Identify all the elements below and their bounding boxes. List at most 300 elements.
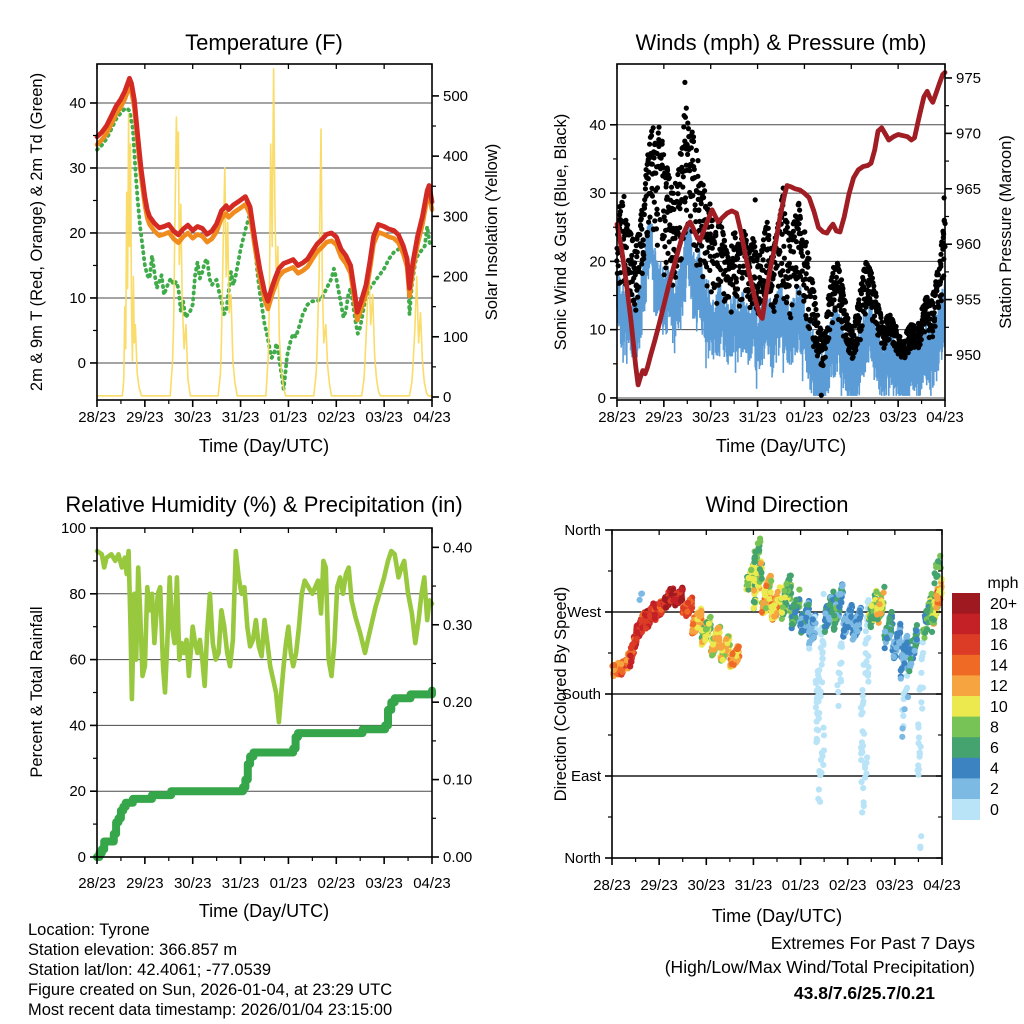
extremes-values: 43.8/7.6/25.7/0.21 — [793, 983, 935, 1003]
y-tick-label: North — [564, 522, 601, 539]
wind-dir-dot — [899, 734, 905, 740]
gust-dot — [844, 332, 849, 337]
gust-dot — [791, 229, 796, 234]
gust-dot — [784, 300, 789, 305]
colorbar-title: mph — [987, 575, 1019, 592]
wind-dir-dot — [748, 567, 754, 573]
wind-dir-dot — [768, 578, 774, 584]
wind-dir-dot — [830, 589, 836, 595]
gust-dot — [793, 265, 798, 270]
wind-dir-dot — [838, 678, 844, 684]
wind-dir-dot — [678, 598, 684, 604]
extremes-block — [665, 933, 976, 1003]
gust-dot — [654, 207, 659, 212]
gust-dot — [701, 182, 706, 187]
wind-dir-dot — [903, 688, 909, 694]
gust-dot — [791, 249, 796, 254]
gust-dot — [662, 234, 667, 239]
gust-dot — [808, 317, 813, 322]
gust-dot — [780, 268, 785, 273]
gust-dot — [685, 121, 690, 126]
y-tick-label: North — [564, 850, 601, 867]
gust-dot — [804, 271, 809, 276]
gust-dot — [632, 302, 637, 307]
gust-dot — [655, 212, 660, 217]
x-tick-label: 01/23 — [785, 409, 824, 426]
gust-dot — [660, 142, 665, 147]
wind-dir-dot — [862, 765, 868, 771]
gust-dot — [722, 238, 727, 243]
gust-dot — [839, 277, 844, 282]
gust-dot — [752, 239, 757, 244]
gust-dot — [699, 243, 704, 248]
gust-dot — [691, 134, 696, 139]
gust-dot — [777, 249, 782, 254]
wind-dir-dot — [758, 570, 764, 576]
colorbar-segment — [952, 614, 980, 635]
gust-dot — [823, 346, 828, 351]
gust-dot — [752, 244, 757, 249]
wind-dir-dot — [822, 610, 828, 616]
wind-dir-dot — [671, 596, 677, 602]
y-tick-label: South — [561, 686, 601, 703]
x-tick-label: 01/23 — [269, 409, 308, 426]
y-tick-label: 20 — [69, 224, 86, 242]
wind-dir-dot — [863, 760, 869, 766]
gust-dot — [640, 271, 645, 276]
x-tick-label: 02/23 — [317, 875, 356, 892]
gust-dot — [837, 269, 842, 274]
gust-dot — [671, 207, 676, 212]
gust-dot — [774, 294, 779, 299]
wind-dir-dot — [678, 586, 684, 592]
gust-dot — [696, 207, 701, 212]
gust-dot — [663, 218, 668, 223]
wind-dir-dot — [628, 645, 634, 651]
wind-dir-dot — [716, 625, 722, 631]
x-tick-label: 04/23 — [923, 877, 961, 894]
wind-dir-dot — [832, 621, 838, 627]
wind-dir-dot — [916, 734, 922, 740]
gust-dot — [782, 256, 787, 261]
wind-dir-dot — [729, 651, 735, 657]
dot — [621, 194, 626, 199]
wind-dir-dot — [849, 602, 855, 608]
wind-direction-plot-area — [562, 522, 961, 894]
gust-dot — [655, 243, 660, 248]
y-tick-label: 100 — [443, 328, 469, 346]
wind-dir-dot — [897, 621, 903, 627]
x-tick-label: 02/23 — [832, 409, 871, 426]
gust-dot — [932, 310, 937, 315]
x-tick-label: 30/23 — [173, 409, 212, 426]
gust-dot — [692, 167, 697, 172]
gust-dot — [818, 327, 823, 332]
wind-dir-dot — [813, 680, 819, 686]
y-tick-label: 80 — [69, 585, 86, 603]
x-tick-label: 01/23 — [781, 877, 820, 894]
gust-dot — [707, 201, 712, 206]
gust-dot — [939, 298, 944, 303]
wind-dir-dot — [891, 654, 897, 660]
gust-dot — [894, 328, 899, 333]
temperature-ylabel-right: Solar Insolation (Yellow) — [483, 143, 501, 321]
gust-dot — [695, 158, 700, 163]
gust-dot — [646, 176, 651, 181]
colorbar-label: 10 — [990, 698, 1008, 716]
winds-xlabel: Time (Day/UTC) — [715, 436, 847, 456]
colorbar-segment — [952, 696, 980, 717]
gust-dot — [933, 324, 938, 329]
gust-dot — [842, 308, 847, 313]
gust-dot — [701, 195, 706, 200]
panel-humidity-precip — [28, 492, 472, 921]
wind-dir-dot — [857, 615, 863, 621]
y-tick-label: 0 — [443, 388, 452, 406]
gust-dot — [651, 125, 656, 130]
gust-dot — [772, 272, 777, 277]
wind-dir-dot — [881, 584, 887, 590]
colorbar-segment — [952, 799, 980, 820]
gust-dot — [930, 334, 935, 339]
gust-dot — [868, 271, 873, 276]
wind-dir-dot — [889, 609, 895, 615]
gust-dot — [635, 250, 640, 255]
wind-dir-dot — [819, 638, 825, 644]
wind-dir-dot — [898, 676, 904, 682]
gust-dot — [710, 246, 715, 251]
wind-dir-dot — [817, 772, 823, 778]
wind-dir-dot — [908, 661, 914, 667]
wind-dir-dot — [799, 628, 805, 634]
gust-dot — [785, 294, 790, 299]
wind-dir-dot — [882, 645, 888, 651]
y-tick-label: 500 — [443, 87, 469, 105]
wind-dir-dot — [915, 762, 921, 768]
y-tick-label: 0.00 — [443, 849, 473, 866]
wind-dir-dot — [813, 704, 819, 710]
gust-dot — [649, 133, 654, 138]
speed-colorbar — [952, 575, 1019, 820]
extremes-heading: Extremes For Past 7 Days — [770, 933, 975, 953]
gust-dot — [694, 148, 699, 153]
x-tick-label: 01/23 — [269, 875, 308, 892]
series-total-precip-darkgreen — [97, 691, 432, 857]
gust-dot — [796, 202, 801, 207]
gust-dot — [679, 152, 684, 157]
x-tick-label: 28/23 — [593, 877, 631, 894]
wind-dir-dot — [708, 614, 714, 620]
gust-dot — [766, 237, 771, 242]
gust-dot — [754, 258, 759, 263]
wind-dir-dot — [865, 679, 871, 685]
wind-dir-dot — [874, 611, 880, 617]
wind-dir-dot — [763, 583, 769, 589]
humidity-title: Relative Humidity (%) & Precipitation (in) — [65, 492, 463, 517]
wind-dir-dot — [905, 694, 911, 700]
wind-dir-dot — [813, 739, 819, 745]
gust-dot — [843, 300, 848, 305]
wind-dir-dot — [842, 616, 848, 622]
colorbar-label: 8 — [990, 719, 999, 737]
humidity-plot-area — [61, 520, 472, 892]
wind-dir-dot — [782, 594, 788, 600]
gust-dot — [662, 244, 667, 249]
gust-dot — [932, 316, 937, 321]
y-tick-label: 0.40 — [443, 539, 473, 557]
x-tick-label: 02/23 — [317, 409, 356, 426]
gust-dot — [677, 225, 682, 230]
gust-dot — [635, 295, 640, 300]
gust-dot — [680, 184, 685, 189]
wind-dir-dot — [712, 635, 718, 641]
gust-dot — [641, 237, 646, 242]
gust-dot — [735, 256, 740, 261]
gust-dot — [796, 221, 801, 226]
gust-dot — [632, 260, 637, 265]
gust-dot — [695, 174, 700, 179]
y-tick-label: 20 — [69, 783, 86, 801]
wind-direction-title: Wind Direction — [705, 492, 849, 517]
winds-title: Winds (mph) & Pressure (mb) — [635, 30, 927, 55]
temperature-title: Temperature (F) — [185, 30, 343, 55]
y-tick-label: 0 — [597, 389, 606, 407]
gust-dot — [705, 250, 710, 255]
colorbar-label: 0 — [990, 801, 999, 819]
gust-dot — [787, 261, 792, 266]
x-tick-label: 29/23 — [645, 409, 683, 426]
gust-dot — [770, 283, 775, 288]
y-tick-label: 0.10 — [443, 771, 473, 789]
gust-dot — [634, 254, 639, 259]
gust-dot — [709, 224, 714, 229]
wind-dir-dot — [860, 701, 866, 707]
gust-dot — [794, 284, 799, 289]
colorbar-label: 16 — [990, 637, 1008, 654]
series-relative-humidity-lightgreen — [97, 551, 432, 722]
wind-dir-dot — [618, 666, 624, 672]
gust-dot — [665, 251, 670, 256]
gust-dot — [688, 213, 693, 218]
gust-dot — [815, 320, 820, 325]
gust-dot — [813, 301, 818, 306]
y-tick-label: 200 — [443, 268, 469, 286]
gust-dot — [792, 234, 797, 239]
wind-dir-dot — [863, 637, 869, 643]
y-tick-label: 30 — [69, 159, 86, 177]
wind-dir-dot — [857, 609, 863, 615]
temperature-ylabel-left: 2m & 9m T (Red, Orange) & 2m Td (Green) — [28, 72, 46, 392]
winds-plot-area — [589, 64, 981, 426]
gust-dot — [834, 275, 839, 280]
wind-dir-dot — [821, 732, 827, 738]
wind-dir-dot — [745, 582, 751, 588]
footer-created: Figure created on Sun, 2026-01-04, at 23:29 UTC — [28, 981, 393, 999]
wind-dir-dot — [912, 648, 918, 654]
gust-dot — [721, 232, 726, 237]
wind-dir-dot — [746, 575, 752, 581]
wind-dir-dot — [796, 587, 802, 593]
wind-dir-dot — [810, 616, 816, 622]
wind-dir-dot — [821, 747, 827, 753]
temperature-xlabel: Time (Day/UTC) — [198, 436, 330, 456]
gust-dot — [845, 316, 850, 321]
x-tick-label: 31/23 — [734, 877, 773, 894]
y-tick-label: 60 — [69, 651, 86, 669]
gust-dot — [939, 292, 944, 297]
gust-dot — [643, 186, 648, 191]
wind-dir-dot — [634, 629, 640, 635]
gust-dot — [667, 175, 672, 180]
x-tick-label: 31/23 — [738, 409, 777, 426]
wind-dir-dot — [865, 653, 871, 659]
wind-dir-dot — [881, 590, 887, 596]
wind-dir-dot — [643, 625, 649, 631]
wind-dir-dot — [818, 645, 824, 651]
wind-dir-dot — [814, 727, 820, 733]
wind-dir-dot — [863, 628, 869, 634]
gust-dot — [870, 276, 875, 281]
wind-dir-dot — [918, 670, 924, 676]
wind-dir-dot — [710, 641, 716, 647]
gust-dot — [798, 214, 803, 219]
y-tick-label: 970 — [956, 125, 982, 143]
wind-dir-dot — [860, 785, 866, 791]
gust-dot — [690, 193, 695, 198]
wind-dir-dot — [920, 650, 926, 656]
wind-dir-dot — [639, 591, 645, 597]
gust-dot — [709, 289, 714, 294]
wind-dir-dot — [819, 662, 825, 668]
gust-dot — [645, 233, 650, 238]
wind-dir-dot — [861, 731, 867, 737]
colorbar-segment — [952, 593, 980, 614]
wind-dir-dot — [817, 799, 823, 805]
wind-dir-dot — [882, 629, 888, 635]
footer-latlon: Station lat/lon: 42.4061; -77.0539 — [28, 961, 272, 979]
wind-dir-dot — [763, 605, 769, 611]
wind-dir-dot — [918, 833, 924, 839]
wind-dir-dot — [859, 809, 865, 815]
x-tick-label: 31/23 — [221, 875, 260, 892]
wind-dir-dot — [854, 622, 860, 628]
wind-dir-dot — [916, 740, 922, 746]
colorbar-label: 6 — [990, 740, 999, 757]
gust-dot — [829, 312, 834, 317]
gust-dot — [876, 306, 881, 311]
gust-dot — [656, 125, 661, 130]
gust-dot — [628, 232, 633, 237]
wind-dir-dot — [906, 668, 912, 674]
gust-dot — [879, 320, 884, 325]
gust-dot — [827, 327, 832, 332]
wind-dir-dot — [628, 659, 634, 665]
footer-station-info — [28, 921, 392, 1019]
gust-dot — [662, 272, 667, 277]
gust-dot — [810, 280, 815, 285]
gust-dot — [655, 185, 660, 190]
x-tick-label: 02/23 — [828, 877, 867, 894]
gust-dot — [739, 297, 744, 302]
gust-dot — [683, 115, 688, 120]
wind-dir-dot — [798, 621, 804, 627]
wind-dir-dot — [792, 603, 798, 609]
humidity-ylabel-left: Percent & Total Rainfall — [28, 606, 46, 778]
y-tick-label: 40 — [589, 116, 606, 134]
x-tick-label: 30/23 — [687, 877, 726, 894]
wind-dir-dot — [697, 613, 703, 619]
gust-dot — [804, 240, 809, 245]
gust-dot — [853, 348, 858, 353]
gust-dot — [887, 337, 892, 342]
wind-dir-dot — [914, 637, 920, 643]
gust-dot — [737, 303, 742, 308]
wind-dir-dot — [877, 601, 883, 607]
winds-ylabel-left: Sonic Wind & Gust (Blue, Black) — [552, 113, 570, 351]
wind-dir-dot — [702, 634, 708, 640]
gust-dot — [687, 168, 692, 173]
wind-dir-dot — [904, 633, 910, 639]
gust-dot — [785, 225, 790, 230]
gust-dot — [860, 323, 865, 328]
colorbar-segment — [952, 655, 980, 676]
x-tick-label: 03/23 — [876, 877, 914, 894]
gust-dot — [812, 295, 817, 300]
colorbar-segment — [952, 737, 980, 758]
wind-dir-dot — [634, 636, 640, 642]
wind-dir-dot — [652, 612, 658, 618]
x-tick-label: 04/23 — [926, 409, 964, 426]
x-tick-label: 28/23 — [78, 409, 116, 426]
wind-dir-dot — [718, 645, 724, 651]
y-tick-label: 40 — [69, 717, 86, 735]
y-tick-label: 955 — [956, 291, 982, 309]
colorbar-segment — [952, 675, 980, 696]
gust-dot — [832, 297, 837, 302]
wind-dir-dot — [859, 687, 865, 693]
gust-dot — [740, 276, 745, 281]
gust-dot — [714, 301, 719, 306]
wind-dir-dot — [735, 646, 741, 652]
y-tick-label: 400 — [443, 148, 469, 166]
wind-dir-dot — [884, 635, 890, 641]
humidity-xlabel: Time (Day/UTC) — [198, 901, 330, 921]
gust-dot — [796, 227, 801, 232]
gust-dot — [637, 232, 642, 237]
gust-dot — [732, 264, 737, 269]
gust-dot — [930, 328, 935, 333]
gust-dot — [775, 263, 780, 268]
gust-dot — [715, 253, 720, 258]
wind-dir-dot — [931, 580, 937, 586]
wind-dir-dot — [913, 628, 919, 634]
footer-timestamp: Most recent data timestamp: 2026/01/04 23:15:00 — [28, 1001, 393, 1019]
colorbar-label: 4 — [990, 760, 999, 778]
wind-dir-dot — [720, 657, 726, 663]
dot — [753, 197, 758, 202]
wind-dir-dot — [816, 710, 822, 716]
gust-dot — [807, 326, 812, 331]
series-dewpoint-2m-green — [97, 108, 432, 389]
wind-dir-dot — [859, 747, 865, 753]
x-tick-label: 29/23 — [126, 409, 164, 426]
gust-dot — [823, 355, 828, 360]
winds-ylabel-right: Station Pressure (Maroon) — [997, 135, 1015, 329]
wind-dir-dot — [858, 711, 864, 717]
gust-dot — [787, 283, 792, 288]
wind-dir-dot — [839, 644, 845, 650]
gust-dot — [858, 337, 863, 342]
